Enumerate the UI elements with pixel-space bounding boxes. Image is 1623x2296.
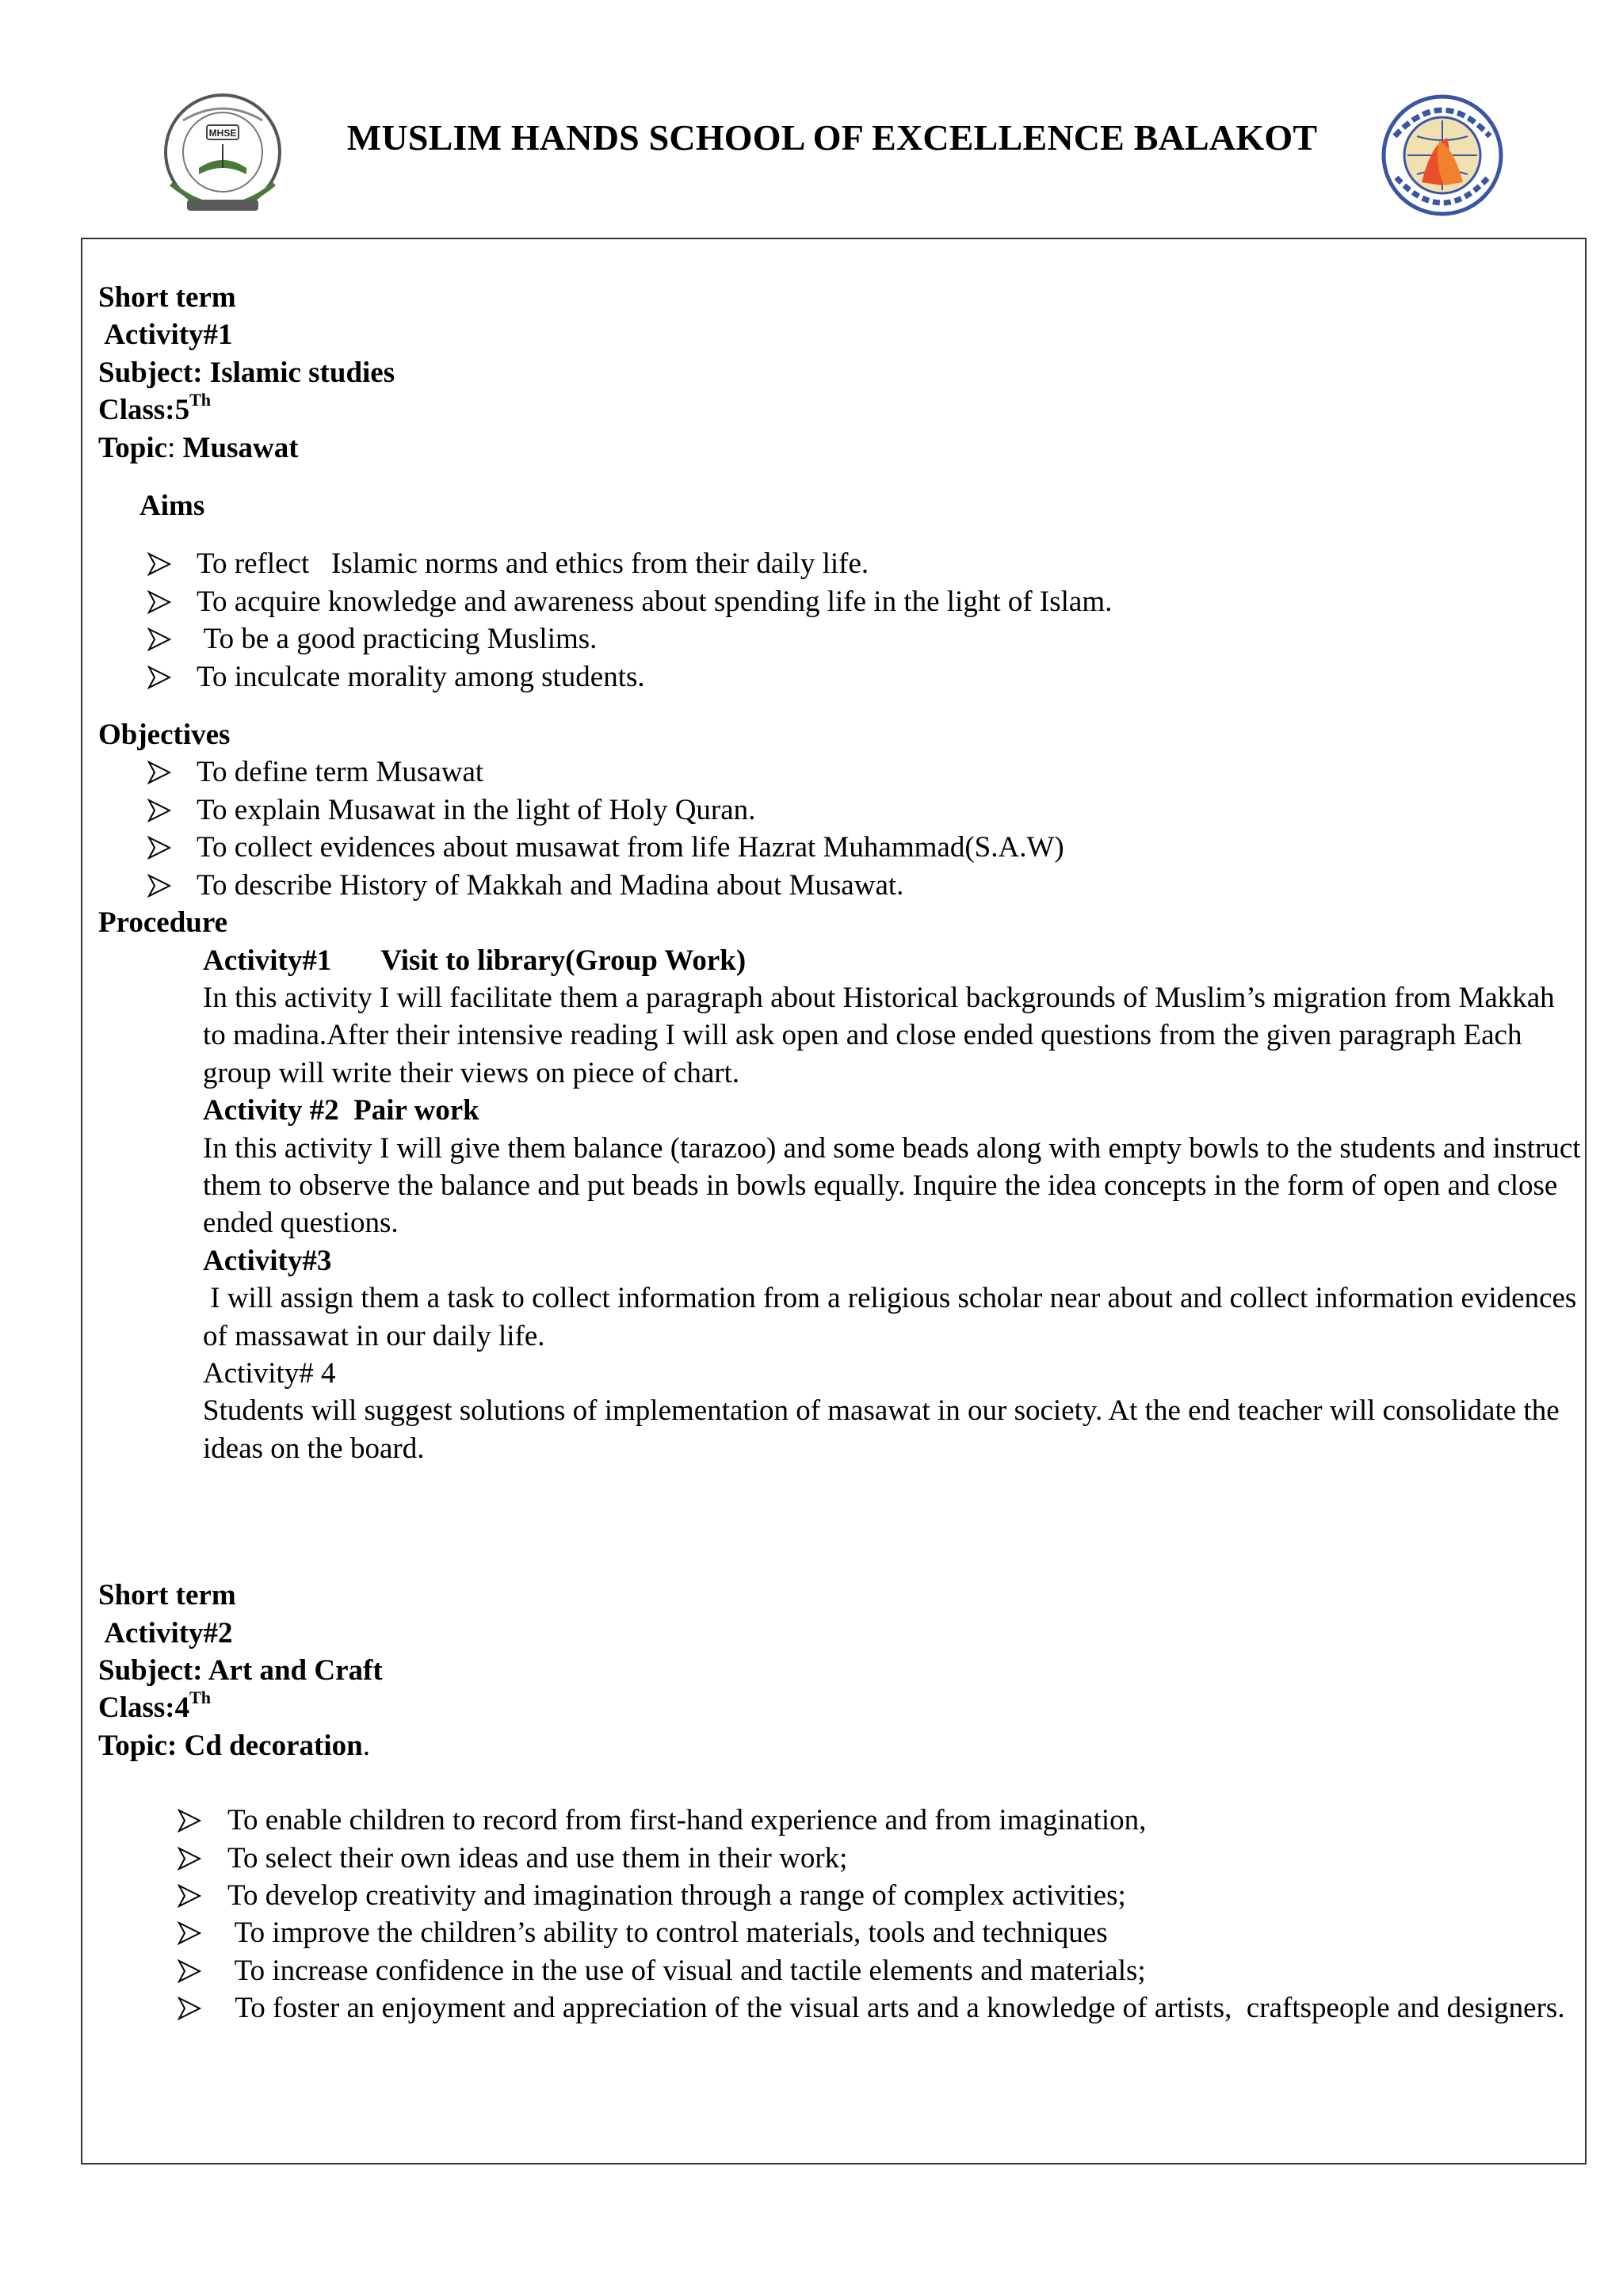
activity3-heading: Activity#3: [203, 1244, 332, 1277]
spacer: [98, 524, 1580, 545]
arrow-bullet-icon: [147, 552, 171, 576]
aims-heading: Aims: [139, 490, 205, 523]
section1-topic-label: Topic: [98, 431, 168, 464]
section2-class-label: Class:4: [98, 1691, 190, 1725]
school-seal-logo: [155, 89, 290, 225]
arrow-bullet-icon: [147, 666, 171, 689]
arrow-bullet-icon: [178, 1847, 201, 1871]
section1-term: Short term: [98, 281, 236, 314]
procedure-body: [98, 942, 1582, 1468]
section2-topic: [98, 1727, 1580, 1764]
section2-topic-value: Topic: Cd decoration: [98, 1729, 363, 1762]
section1-class-sup: Th: [189, 389, 212, 410]
aims-list: [98, 545, 1580, 696]
arrow-bullet-icon: [147, 627, 171, 651]
procedure-heading: Procedure: [98, 906, 228, 940]
section2-activity: Activity#2: [98, 1616, 233, 1650]
section1-activity: Activity#1: [98, 318, 233, 352]
svg-text:MHSE: MHSE: [208, 128, 237, 139]
activity2-text: In this activity I will give them balance (tarazoo) and some beads along with empty bowls to the students and instruct them to observe the balance and put beads in bowls equally. Inquire the idea concepts in the form of open and close ended questions.: [203, 1131, 1581, 1240]
spacer: [98, 467, 1580, 487]
section1-class: [98, 391, 1580, 429]
objectives-list: [98, 753, 1580, 904]
arrow-bullet-icon: [178, 1884, 201, 1908]
arrow-bullet-icon: [178, 1921, 201, 1945]
list-item: To explain Musawat in the light of Holy Quran.: [98, 791, 1580, 829]
activity4-heading: Activity# 4: [203, 1356, 336, 1390]
activity2-heading: Activity #2 Pair work: [203, 1094, 479, 1127]
section2-topic-end: .: [362, 1729, 370, 1762]
arrow-bullet-icon: [147, 799, 171, 822]
list-item: To develop creativity and imagination through a range of complex activities;: [98, 1877, 1580, 1914]
list-item: To inculcate morality among students.: [98, 658, 1580, 696]
school-title: MUSLIM HANDS SCHOOL OF EXCELLENCE BALAKOT: [346, 117, 1318, 158]
activity3-text: I will assign them a task to collect information from a religious scholar near about and collect information evidences of massawat in our daily life.: [203, 1282, 1584, 1352]
section1-subject: Subject: Islamic studies: [98, 356, 395, 389]
list-item: To select their own ideas and use them in their work;: [98, 1840, 1580, 1877]
list-item: To acquire knowledge and awareness about spending life in the light of Islam.: [98, 583, 1580, 620]
section1-topic-value: Musawat: [182, 431, 299, 464]
list-item: To describe History of Makkah and Madina about Musawat.: [98, 867, 1580, 904]
list-item: To improve the children’s ability to control materials, tools and techniques: [98, 1914, 1580, 1951]
section2-class: [98, 1689, 1580, 1726]
arrow-bullet-icon: [147, 836, 171, 860]
section1-class-label: Class:5: [98, 394, 190, 427]
art-points-list: [98, 1802, 1580, 2027]
list-item: To foster an enjoyment and appreciation of the visual arts and a knowledge of artists, craftspeople and designers.: [98, 1989, 1622, 2027]
list-item: To reflect Islamic norms and ethics from their daily life.: [98, 545, 1580, 582]
activity4-text: Students will suggest solutions of implementation of masawat in our society. At the end teacher will consolidate the ideas on the board.: [203, 1394, 1560, 1465]
section2-class-sup: Th: [189, 1688, 212, 1708]
objectives-heading: Objectives: [98, 719, 231, 752]
spacer: [98, 1764, 1580, 1802]
section2-subject: Subject: Art and Craft: [98, 1654, 383, 1687]
muslim-hands-logo: [1376, 89, 1509, 225]
arrow-bullet-icon: [178, 1959, 201, 1983]
arrow-bullet-icon: [147, 761, 171, 784]
page-header: [0, 0, 1623, 230]
list-item: To be a good practicing Muslims.: [98, 620, 1580, 658]
lesson-plan-content: [98, 279, 1584, 2027]
list-item: To define term Musawat: [98, 753, 1580, 791]
list-item: To enable children to record from first-hand experience and from imagination,: [98, 1802, 1580, 1839]
list-item: To increase confidence in the use of visual and tactile elements and materials;: [98, 1952, 1580, 1989]
arrow-bullet-icon: [147, 874, 171, 898]
arrow-bullet-icon: [178, 1809, 201, 1833]
activity1-text: In this activity I will facilitate them a paragraph about Historical backgrounds of Muslim’s migration from Makkah to madina.After their intensive reading I will ask open and close ended questions from the given paragraph Each group will write their views on piece of chart.: [203, 981, 1555, 1089]
activity1-heading: Activity#1 Visit to library(Group Work): [203, 944, 747, 977]
spacer: [98, 1467, 1580, 1577]
arrow-bullet-icon: [178, 1997, 201, 2020]
section2-term: Short term: [98, 1579, 236, 1612]
spacer: [98, 696, 1580, 716]
arrow-bullet-icon: [147, 590, 171, 614]
list-item: To collect evidences about musawat from life Hazrat Muhammad(S.A.W): [98, 829, 1580, 866]
section1-topic-sep: :: [167, 431, 183, 464]
section1-topic: [98, 429, 1580, 467]
